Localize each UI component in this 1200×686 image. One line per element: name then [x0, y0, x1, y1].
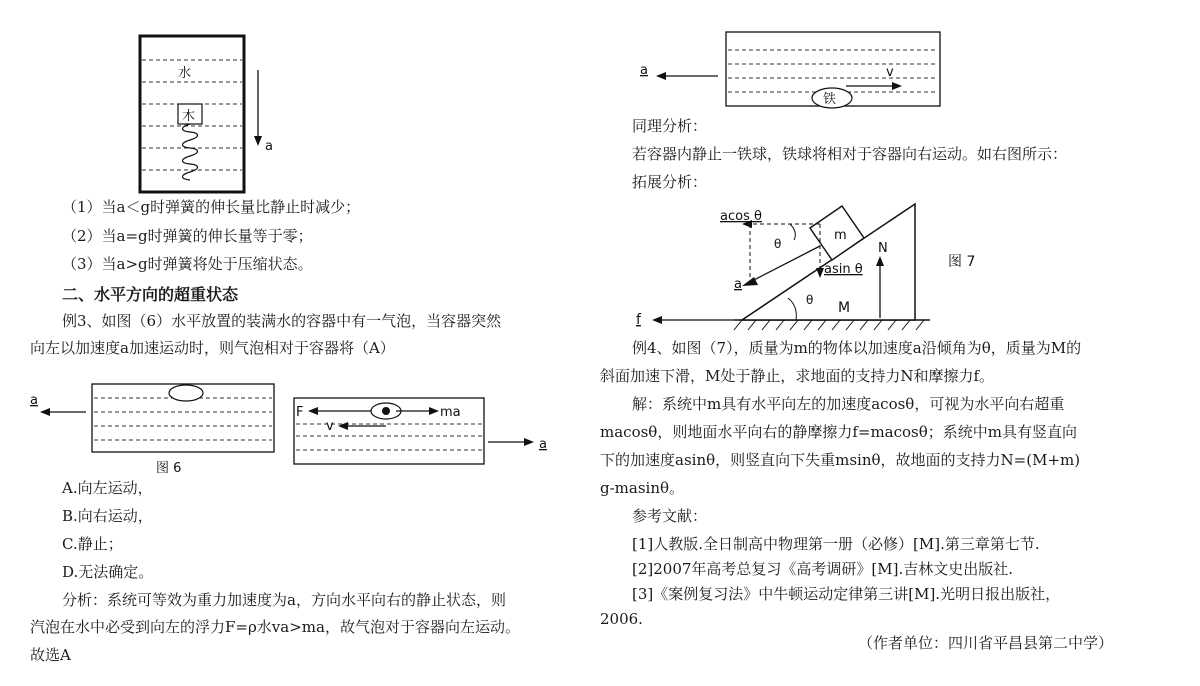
- example4-line1: 例4、如图（7），质量为m的物体以加速度a沿倾角为θ，质量为M的: [632, 339, 1082, 357]
- similar-analysis-title: 同理分析：: [632, 117, 708, 135]
- fig7-acos: acos θ: [720, 209, 762, 224]
- fig6-velocity: v: [326, 419, 334, 434]
- fig7-theta-upper: θ: [774, 237, 782, 251]
- references-title: 参考文献：: [632, 507, 708, 525]
- iron-fig-velocity: v: [886, 65, 894, 80]
- fig7-theta-lower: θ: [806, 293, 814, 307]
- analysis-line2: 汽泡在水中必受到向左的浮力F=ρ水va>ma，故气泡对于容器向左运动。: [30, 618, 520, 636]
- figure-container-spring: [130, 30, 290, 200]
- option-b: B.向右运动，: [62, 507, 153, 525]
- figure-7: [630, 200, 1010, 340]
- wood-label: 木: [182, 109, 196, 124]
- case-3: （3）当a>g时弹簧将处于压缩状态。: [62, 255, 313, 273]
- example3-line1: 例3、如图（6）水平放置的装满水的容器中有一气泡，当容器突然: [62, 312, 502, 330]
- analysis-line1: 分析：系统可等效为重力加速度为a，方向水平向右的静止状态，则: [62, 591, 506, 609]
- case-2: （2）当a=g时弹簧的伸长量等于零；: [62, 227, 313, 245]
- fig7-accel-a: a: [734, 277, 742, 292]
- reference-1: [1]人教版.全日制高中物理第一册（必修）[M].第三章第七节.: [632, 535, 1040, 553]
- reference-2: [2]2007年高考总复习《高考调研》[M].吉林文史出版社.: [632, 560, 1014, 578]
- option-c: C.静止；: [62, 535, 123, 553]
- fig7-mass-M: M: [838, 300, 851, 316]
- example3-line2: 向左以加速度a加速运动时，则气泡相对于容器将（A）: [30, 339, 395, 357]
- figure-iron-ball: [636, 28, 956, 114]
- fig6-right-accel: a: [539, 437, 547, 452]
- solution-line1: 解：系统中m具有水平向左的加速度acosθ，可视为水平向右超重: [632, 395, 1065, 413]
- fig6-left-accel: a: [30, 393, 38, 408]
- case-1: （1）当a＜g时弹簧的伸长量比静止时减少；: [62, 198, 361, 216]
- author-affiliation: （作者单位：四川省平昌县第二中学）: [858, 634, 1114, 652]
- figure-6: [26, 378, 566, 478]
- option-a: A.向左运动，: [62, 479, 153, 497]
- fig6-force-F: F: [296, 405, 304, 420]
- reference-3: [3]《案例复习法》中牛顿运动定律第三讲[M].光明日报出版社，: [632, 585, 1061, 603]
- iron-ball-label: 铁: [823, 92, 837, 107]
- fig7-asin: asin θ: [824, 262, 863, 277]
- iron-fig-accel: a: [640, 63, 648, 78]
- fig7-caption: 图 7: [948, 254, 976, 270]
- fig7-normal-N: N: [878, 241, 888, 256]
- fig7-friction-f: f: [636, 312, 641, 328]
- accel-label: a: [265, 139, 273, 154]
- water-label: 水: [178, 66, 192, 81]
- option-d: D.无法确定。: [62, 563, 154, 581]
- extension-analysis-title: 拓展分析：: [632, 173, 708, 191]
- fig7-mass-m: m: [834, 228, 847, 243]
- section-heading: 二、水平方向的超重状态: [62, 285, 239, 304]
- analysis-line3: 故选A: [30, 646, 71, 664]
- reference-3-year: 2006.: [600, 610, 643, 628]
- solution-line3: 下的加速度asinθ，则竖直向下失重msinθ，故地面的支持力N=(M+m): [600, 451, 1081, 469]
- fig6-force-ma: ma: [440, 405, 461, 420]
- similar-analysis-text: 若容器内静止一铁球，铁球将相对于容器向右运动。如右图所示：: [632, 145, 1068, 163]
- solution-line2: macosθ，则地面水平向右的静摩擦力f=macosθ；系统中m具有竖直向: [600, 423, 1077, 441]
- fig6-caption: 图 6: [156, 461, 182, 476]
- example4-line2: 斜面加速下滑，M处于静止，求地面的支持力N和摩擦力f。: [600, 367, 995, 385]
- solution-line4: g-masinθ。: [600, 479, 685, 497]
